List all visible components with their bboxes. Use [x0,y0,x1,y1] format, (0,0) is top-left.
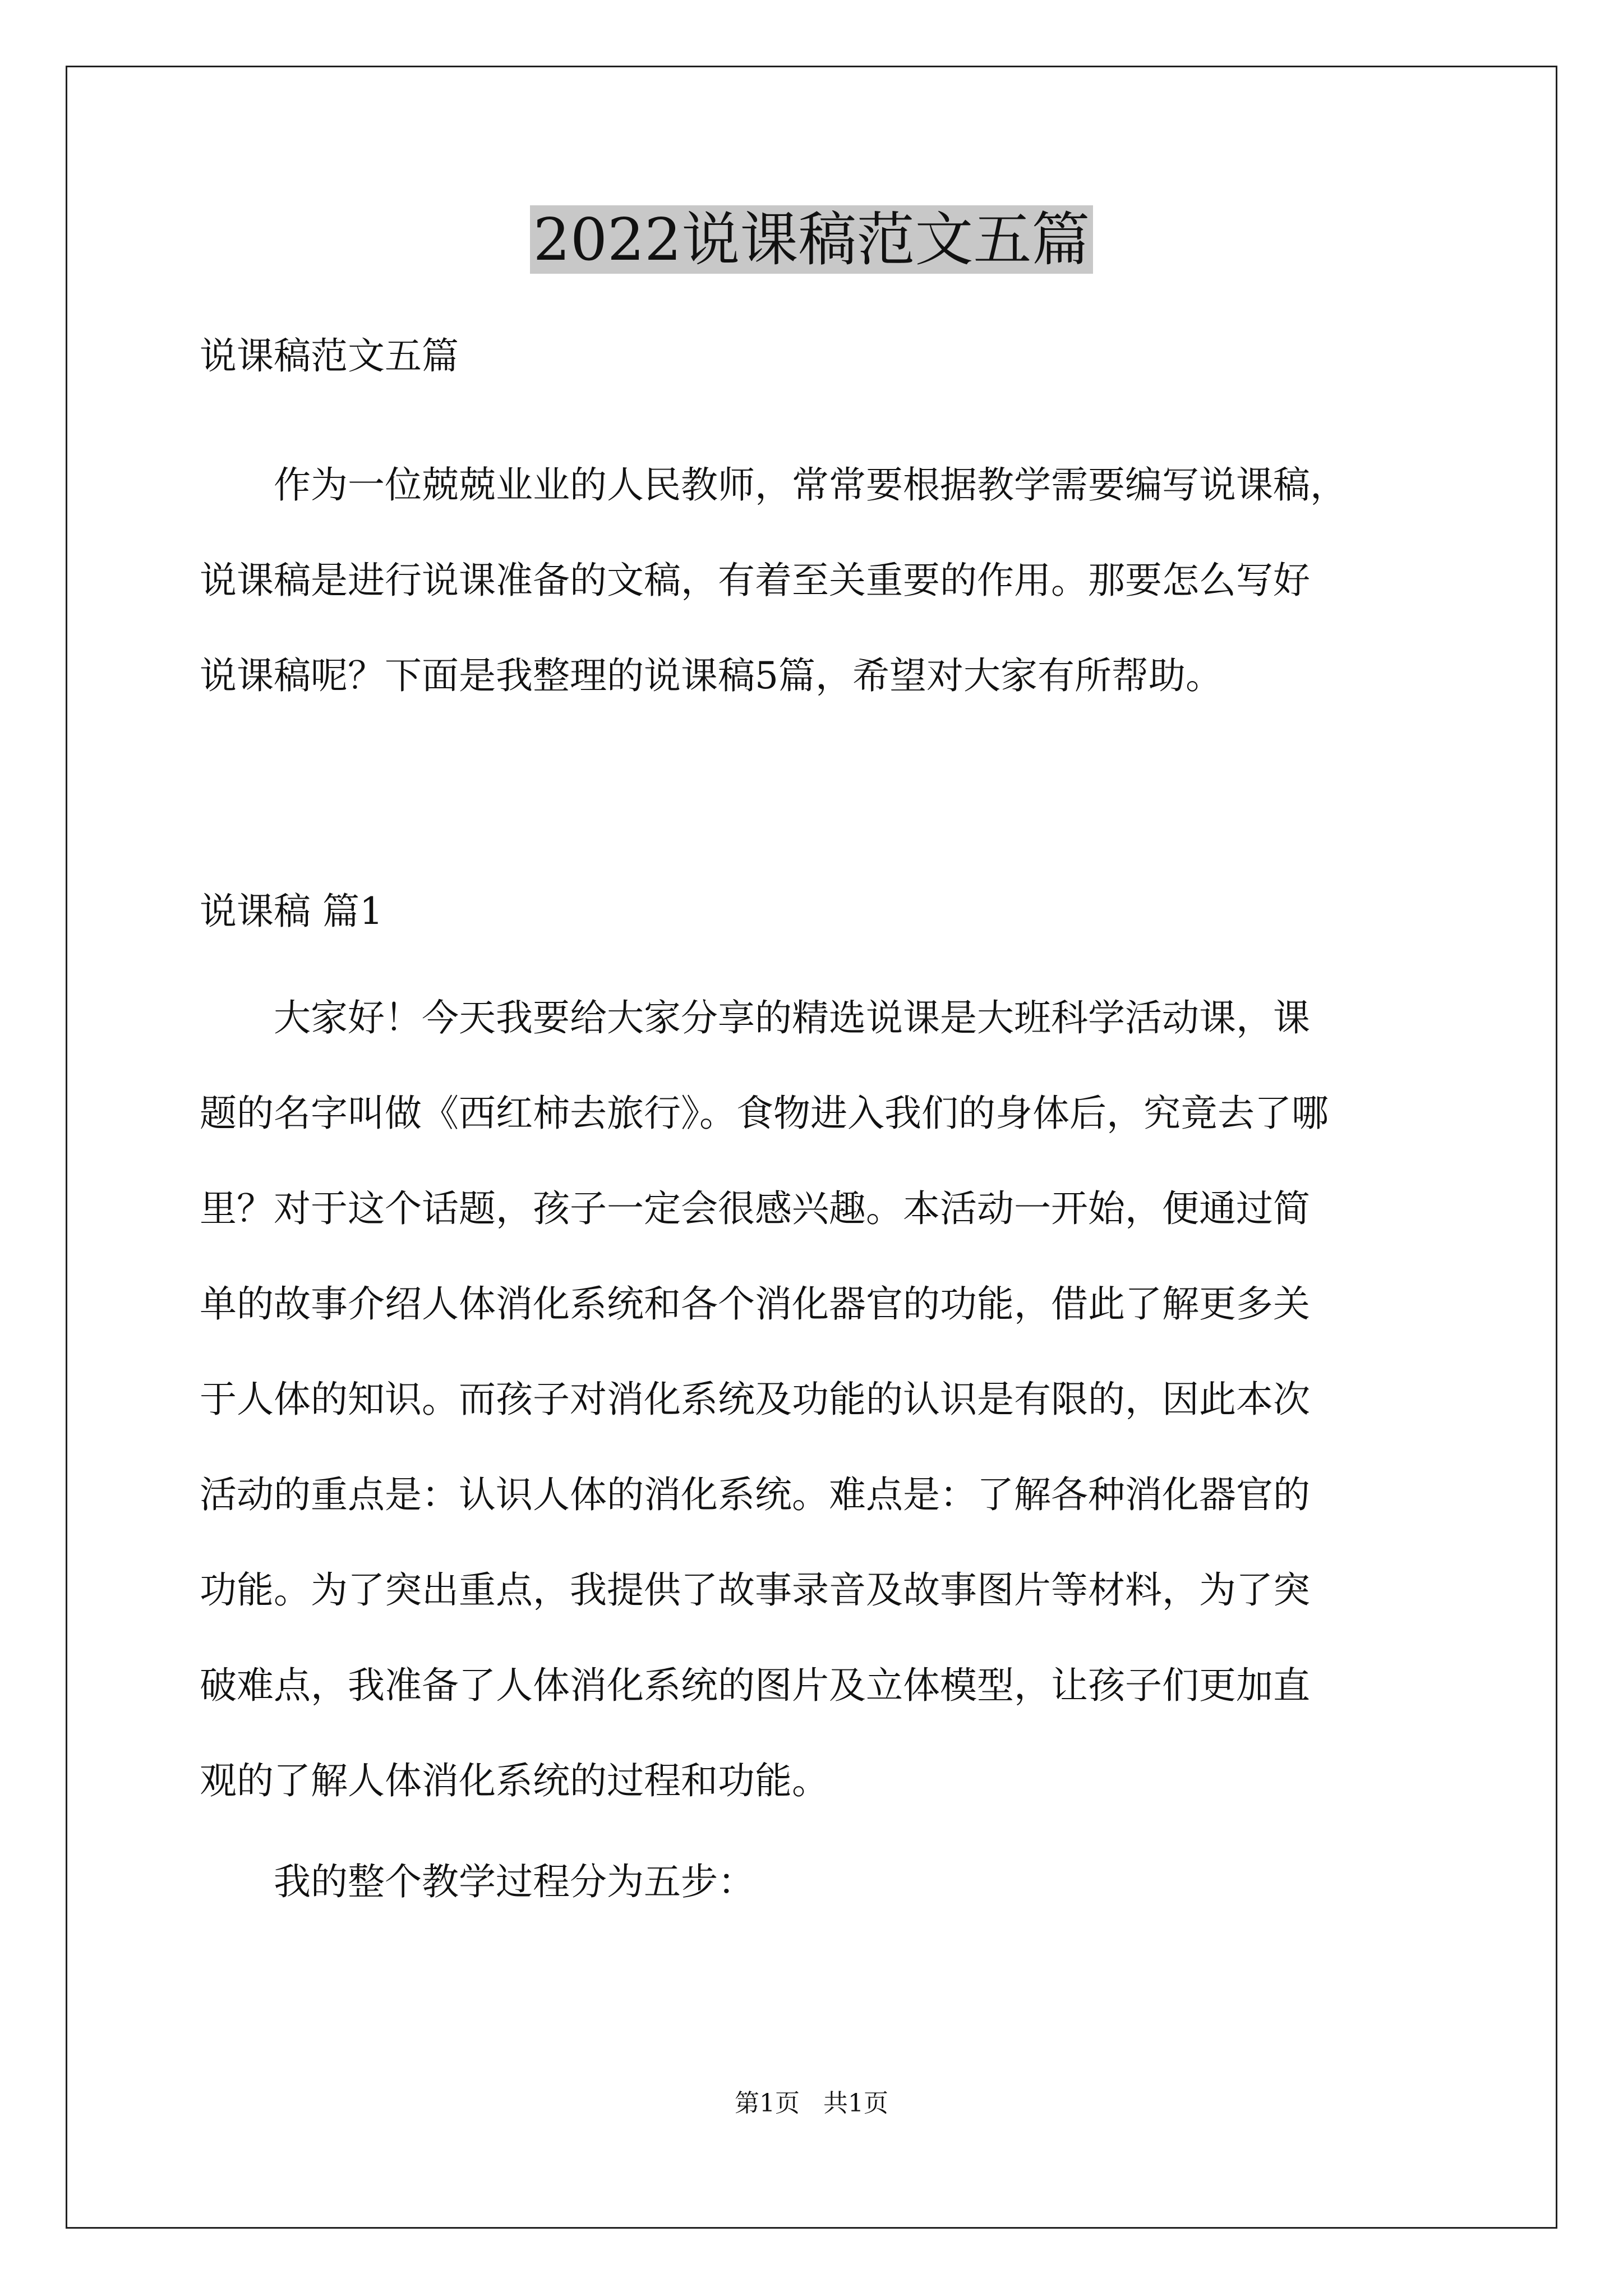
subtitle: 说课稿范文五篇 [200,334,459,378]
section-line-7: 功能。为了突出重点，我提供了故事录音及故事图片等材料，为了突 [200,1568,1310,1612]
section-paragraph [200,970,1433,1829]
section-line-9: 观的了解人体消化系统的过程和功能。 [200,1759,829,1802]
steps-line: 我的整个教学过程分为五步： [274,1860,755,1903]
intro-line-1: 作为一位兢兢业业的人民教师，常常要根据教学需要编写说课稿， [274,463,1347,507]
section-line-2: 题的名字叫做《西红柿去旅行》。食物进入我们的身体后，究竟去了哪 [200,1092,1329,1135]
page-current: 第1页 [735,2089,800,2118]
document-title [0,197,1623,282]
section-line-3: 里？对于这个话题，孩子一定会很感兴趣。本活动一开始，便通过简 [200,1187,1310,1230]
section-line-8: 破难点，我准备了人体消化系统的图片及立体模型，让孩子们更加直 [200,1664,1310,1707]
intro-paragraph [200,438,1433,724]
section-line-5: 于人体的知识。而孩子对消化系统及功能的认识是有限的，因此本次 [200,1378,1310,1421]
intro-line-3: 说课稿呢？下面是我整理的说课稿5篇，希望对大家有所帮助。 [200,654,1223,697]
section-line-6: 活动的重点是：认识人体的消化系统。难点是：了解各种消化器官的 [200,1473,1310,1516]
page-total: 共1页 [823,2089,888,2118]
section-line-4: 单的故事介绍人体消化系统和各个消化器官的功能，借此了解更多关 [200,1282,1310,1326]
intro-line-2: 说课稿是进行说课准备的文稿，有着至关重要的作用。那要怎么写好 [200,559,1310,602]
section-heading: 说课稿 篇1 [200,890,383,933]
page-footer [0,2087,1623,2120]
document-title-text: 2022说课稿范文五篇 [530,205,1094,274]
section-line-1: 大家好！今天我要给大家分享的精选说课是大班科学活动课，课 [274,996,1310,1039]
